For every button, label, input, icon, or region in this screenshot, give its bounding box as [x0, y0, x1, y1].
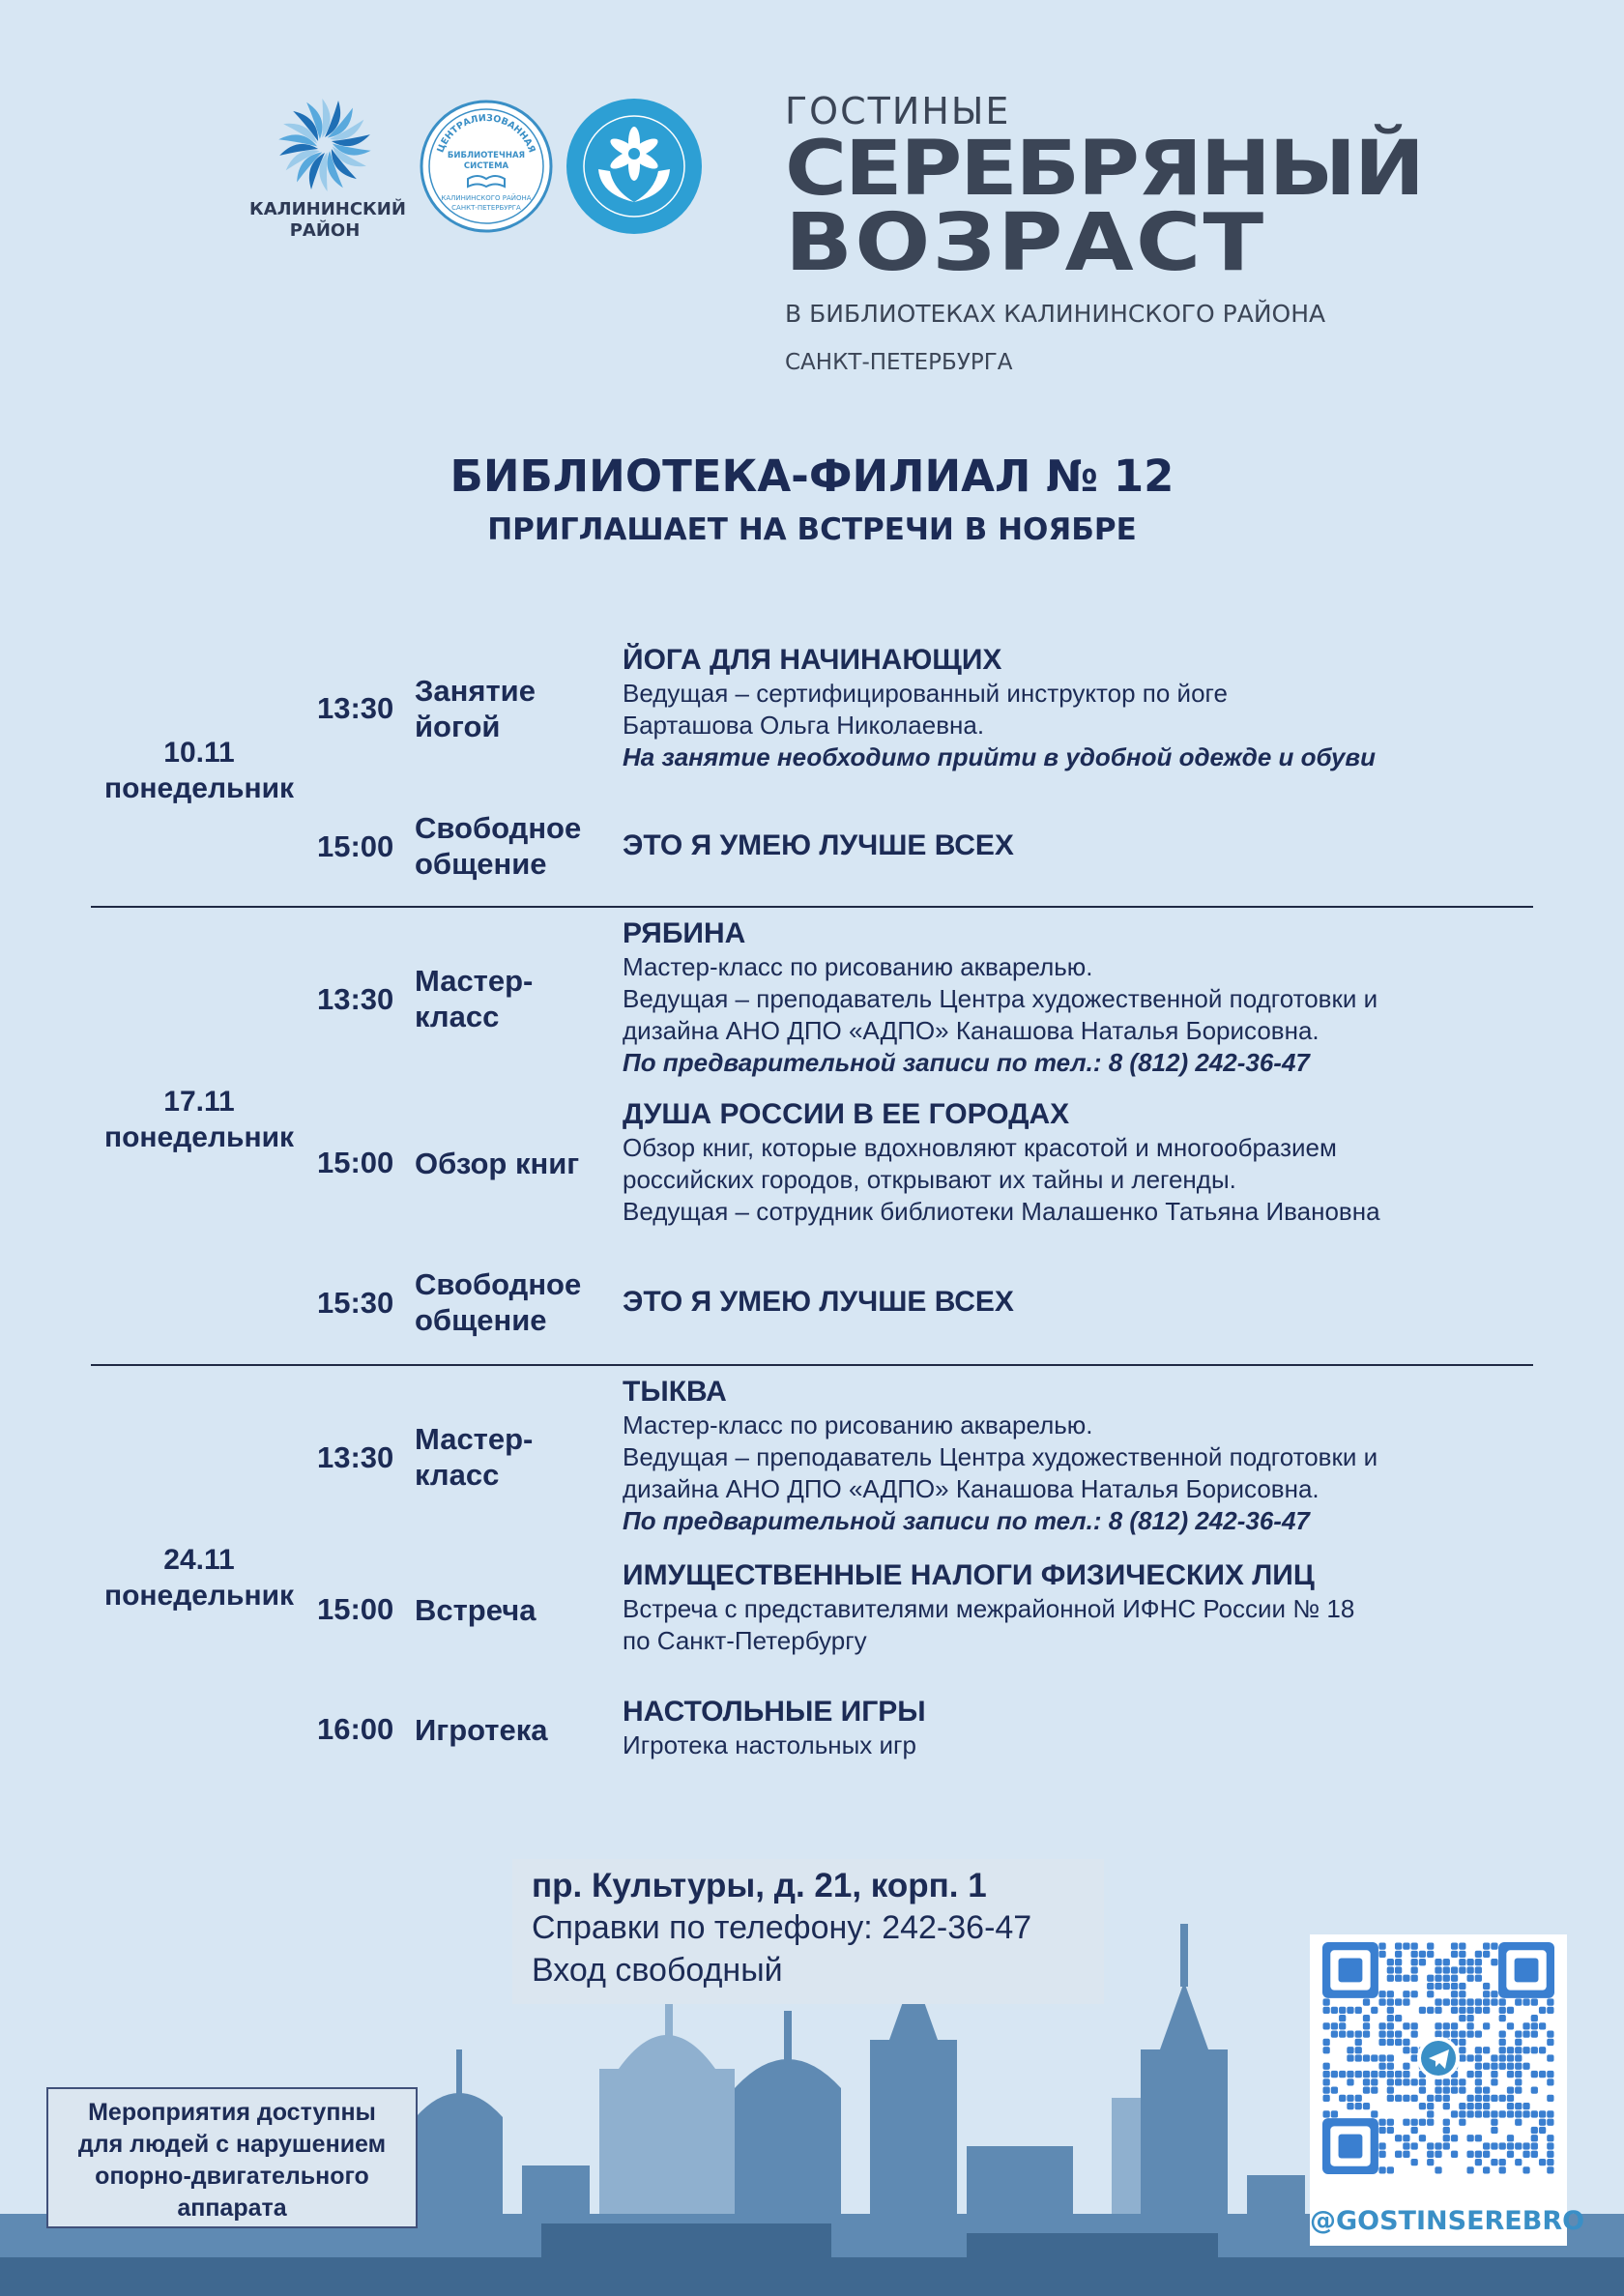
- accessibility-note: [46, 2087, 418, 2228]
- phone-line: Справки по телефону: 242-36-47: [532, 1909, 1032, 1946]
- event-type-line2: общение: [415, 847, 547, 881]
- telegram-handle[interactable]: @GOSTINSEREBRO: [1310, 2206, 1585, 2236]
- brand-line5: САНКТ-ПЕТЕРБУРГА: [785, 350, 1013, 375]
- event-title: ДУША РОССИИ В ЕЕ ГОРОДАХ: [623, 1098, 1070, 1130]
- event-type-line1: Свободное: [415, 811, 582, 845]
- day-1-date-value: 10.11: [163, 737, 235, 769]
- cbs-logo-bottom1: КАЛИНИНСКОГО РАЙОНА: [441, 194, 532, 202]
- event-type: [415, 1712, 608, 1748]
- cbs-logo-mid1: БИБЛИОТЕЧНАЯ: [447, 151, 526, 160]
- district-logo-caption-line1: КАЛИНИНСКИЙ: [249, 199, 406, 219]
- event-time: 15:00: [317, 829, 394, 863]
- event-line: Мастер-класс по рисованию акварелью.: [623, 952, 1093, 981]
- event-type: [415, 1146, 608, 1181]
- event-description: [623, 1695, 1570, 1761]
- district-logo-caption-line2: РАЙОН: [289, 220, 361, 241]
- day-1-date: [93, 735, 305, 806]
- event-time: 15:00: [317, 1146, 394, 1179]
- kalininsky-district-emblem-icon: [276, 97, 373, 193]
- event-time: 13:30: [317, 982, 394, 1016]
- event-type-line1: Мастер-: [415, 1422, 534, 1456]
- event-line: Встреча с представителями межрайонной ИФНС России № 18: [623, 1594, 1355, 1623]
- event-type: [415, 963, 608, 1034]
- cbs-logo-mid2: СИСТЕМА: [463, 161, 509, 171]
- kalininsky-district-logo: [249, 97, 406, 242]
- day-2-date: [93, 1084, 305, 1155]
- event-type: [415, 1421, 608, 1493]
- day-3-date: [93, 1542, 305, 1613]
- address: пр. Культуры, д. 21, корп. 1: [532, 1867, 987, 1904]
- accessibility-line: опорно-двигательного: [95, 2163, 369, 2190]
- brand-line3: ВОЗРАСТ: [785, 197, 1266, 289]
- accessibility-line: Мероприятия доступны: [88, 2099, 376, 2126]
- library-system-emblem-icon: [420, 100, 553, 233]
- event-title: ЭТО Я УМЕЮ ЛУЧШЕ ВСЕХ: [623, 1286, 1014, 1318]
- event-type-line1: Встреча: [415, 1593, 536, 1627]
- event-type-line2: йогой: [415, 710, 501, 743]
- page-title: БИБЛИОТЕКА-ФИЛИАЛ № 12: [450, 450, 1174, 502]
- event-line: дизайна АНО ДПО «АДПО» Канашова Наталья Борисовна.: [623, 1016, 1320, 1045]
- event-description: [623, 1558, 1570, 1657]
- event-line: Ведущая – сертифицированный инструктор по йоге: [623, 679, 1228, 708]
- event-note: По предварительной записи по тел.: 8 (812) 242-36-47: [623, 1048, 1310, 1077]
- day-2-date-value: 17.11: [163, 1086, 235, 1118]
- event-note: На занятие необходимо прийти в удобной одежде и обуви: [623, 742, 1377, 771]
- event-time: 13:30: [317, 1440, 394, 1474]
- brand-block: [785, 89, 1423, 377]
- address-box: [512, 1859, 1104, 2004]
- event-line: Игротека настольных игр: [623, 1730, 917, 1759]
- event-time: 16:00: [317, 1712, 394, 1746]
- brand-line2: СЕРЕБРЯНЫЙ: [785, 126, 1423, 213]
- event-type-line1: Игротека: [415, 1713, 548, 1747]
- event-line: Обзор книг, которые вдохновляют красотой и многообразием: [623, 1133, 1337, 1162]
- brand-line4: В БИБЛИОТЕКАХ КАЛИНИНСКОГО РАЙОНА: [785, 300, 1326, 328]
- event-line: дизайна АНО ДПО «АДПО» Канашова Наталья Борисовна.: [623, 1474, 1320, 1503]
- event-type: [415, 810, 608, 882]
- event-title: ИМУЩЕСТВЕННЫЕ НАЛОГИ ФИЗИЧЕСКИХ ЛИЦ: [623, 1559, 1315, 1591]
- event-type: [415, 1266, 608, 1338]
- qr-code-card[interactable]: [1310, 1934, 1585, 2246]
- hands-flower-emblem-icon: [566, 98, 703, 235]
- day-2-weekday: понедельник: [103, 1121, 295, 1153]
- event-type-line1: Обзор книг: [415, 1147, 580, 1180]
- qr-code-icon[interactable]: [1322, 1942, 1554, 2174]
- event-type-line1: Мастер-: [415, 964, 534, 998]
- event-title: НАСТОЛЬНЫЕ ИГРЫ: [623, 1696, 926, 1728]
- day-divider: [91, 906, 1533, 908]
- event-description: [623, 828, 1570, 863]
- accessibility-line: аппарата: [177, 2194, 287, 2222]
- day-divider: [91, 1364, 1533, 1366]
- day-1-weekday: понедельник: [103, 772, 295, 804]
- event-type-line2: класс: [415, 1000, 500, 1033]
- event-line: по Санкт-Петербургу: [623, 1626, 867, 1655]
- event-line: Ведущая – преподаватель Центра художественной подготовки и: [623, 1442, 1378, 1471]
- event-title: РЯБИНА: [623, 917, 746, 949]
- cbs-logo-arc-top: ЦЕНТРАЛИЗОВАННАЯ: [435, 112, 537, 155]
- event-title: ЭТО Я УМЕЮ ЛУЧШЕ ВСЕХ: [623, 829, 1014, 861]
- cbs-logo-bottom2: САНКТ-ПЕТЕРБУРГА: [451, 204, 521, 212]
- event-time: 13:30: [317, 691, 394, 725]
- event-description: [623, 643, 1570, 773]
- event-time: 15:30: [317, 1286, 394, 1320]
- event-type: [415, 673, 608, 744]
- event-type-line2: класс: [415, 1458, 500, 1492]
- event-title: ТЫКВА: [623, 1376, 727, 1408]
- event-line: российских городов, открывают их тайны и легенды.: [623, 1165, 1236, 1194]
- entry-note: Вход свободный: [532, 1952, 783, 1989]
- day-3-date-value: 24.11: [163, 1544, 235, 1576]
- event-description: [623, 1097, 1570, 1228]
- event-type-line1: Занятие: [415, 674, 536, 708]
- event-description: [623, 1285, 1570, 1320]
- event-title: ЙОГА ДЛЯ НАЧИНАЮЩИХ: [623, 644, 1002, 676]
- event-time: 15:00: [317, 1592, 394, 1626]
- event-line: Барташова Ольга Николаевна.: [623, 711, 985, 740]
- event-description: [623, 1375, 1570, 1537]
- day-3-weekday: понедельник: [103, 1580, 295, 1612]
- event-line: Мастер-класс по рисованию акварелью.: [623, 1410, 1093, 1439]
- event-type-line1: Свободное: [415, 1267, 582, 1301]
- page-subtitle: ПРИГЛАШАЕТ НА ВСТРЕЧИ В НОЯБРЕ: [487, 512, 1137, 547]
- event-type: [415, 1592, 608, 1628]
- event-type-line2: общение: [415, 1303, 547, 1337]
- event-line: Ведущая – сотрудник библиотеки Малашенко Татьяна Ивановна: [623, 1197, 1380, 1226]
- accessibility-line: для людей с нарушением: [77, 2131, 387, 2158]
- event-note: По предварительной записи по тел.: 8 (812) 242-36-47: [623, 1506, 1310, 1535]
- event-description: [623, 916, 1570, 1079]
- brand-line1: ГОСТИНЫЕ: [785, 90, 1011, 132]
- event-line: Ведущая – преподаватель Центра художественной подготовки и: [623, 984, 1378, 1013]
